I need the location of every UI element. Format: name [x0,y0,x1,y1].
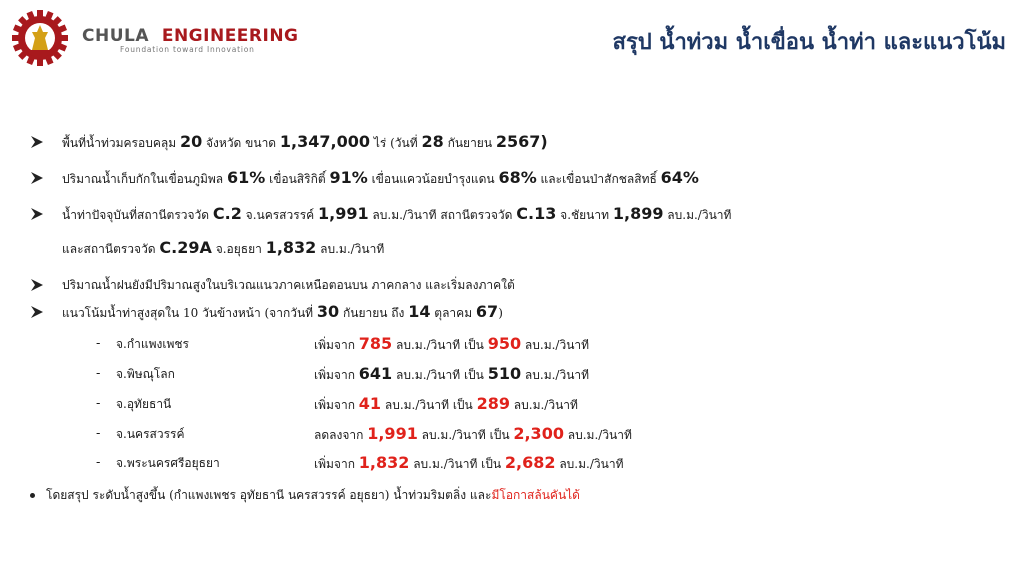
bullet-dam-storage [62,167,699,190]
value: 1,832 [265,238,317,257]
forecast-text: เพิ่มจาก [314,457,359,471]
text: และสถานีตรวจวัด [62,242,160,256]
forecast-text: ลบ.ม./วินาที เป็น [409,457,505,471]
value: 14 [408,302,431,321]
value: 61% [226,168,266,187]
forecast-dash: - [96,336,101,351]
forecast-value-to: 510 [487,364,522,383]
forecast-dash: - [96,366,101,381]
text: จังหวัด ขนาด [202,136,280,150]
forecast-text: ลบ.ม./วินาที เป็น [381,398,477,412]
bullet-runoff-stations-line2 [62,237,384,260]
text: ลบ.ม./วินาที [316,242,385,256]
text: ลบ.ม./วินาที สถานีตรวจวัด [368,208,517,222]
forecast-text: ลบ.ม./วินาที เป็น [392,338,488,352]
value: C.13 [516,204,557,223]
forecast-change [314,393,578,416]
forecast-province: จ.พิษณุโลก [116,367,175,381]
text: พื้นที่น้ำท่วมครอบคลุม [62,136,180,150]
forecast-change [314,363,589,386]
value: 1,347,000 [279,132,371,151]
summary-text: โดยสรุป ระดับน้ำสูงขึ้น (กำแพงเพชร อุทัยธานี นครสวรรค์ อยุธยา) น้ำท่วมริมตลิ่ง และ [46,488,492,502]
forecast-value-from: 641 [358,364,393,383]
forecast-text: ลบ.ม./วินาที [509,398,578,412]
forecast-text: ลบ.ม./วินาที เป็น [392,368,488,382]
forecast-text: เพิ่มจาก [314,368,359,382]
text: จ.นครสวรรค์ [241,208,318,222]
arrow-bullet-icon [30,305,44,319]
forecast-value-from: 41 [358,394,382,413]
bullet-runoff-stations [62,203,731,226]
forecast-value-from: 1,991 [367,424,418,443]
value: 68% [498,168,537,187]
forecast-value-from: 785 [358,334,393,353]
brand-tagline: Foundation toward Innovation [120,45,255,54]
value: 30 [316,302,340,321]
arrow-bullet-icon [30,135,44,149]
forecast-dash: - [96,455,101,470]
bullet-forecast-trend [62,301,503,324]
text: ลบ.ม./วินาที [663,208,732,222]
forecast-text: ลดลงจาก [314,428,368,442]
forecast-change [314,333,589,356]
text: ปริมาณน้ำเก็บกักในเขื่อนภูมิพล [62,172,227,186]
text: เขื่อนแควน้อยบำรุงแดน [367,172,499,186]
text: แนวโน้มน้ำท่าสูงสุดใน 10 วันข้างหน้า (จากวันที่ [62,306,317,320]
value: 1,991 [317,204,369,223]
value: 1,899 [612,204,664,223]
forecast-province: จ.กำแพงเพชร [116,337,189,351]
text: ) [498,306,503,320]
forecast-change [314,423,632,446]
text: จ.อยุธยา [211,242,266,256]
value: 67 [475,302,499,321]
text: กันยายน [443,136,496,150]
text: เขื่อนสิริกิติ์ [265,172,330,186]
value: 20 [179,132,203,151]
value: C.2 [212,204,242,223]
text: ) [540,132,548,151]
text: และเขื่อนป่าสักชลสิทธิ์ [536,172,661,186]
forecast-dash: - [96,396,101,411]
arrow-bullet-icon [30,278,44,292]
forecast-value-to: 2,682 [504,453,556,472]
forecast-value-to: 2,300 [513,424,564,443]
summary-line [46,484,580,506]
forecast-change [314,452,623,475]
forecast-text: ลบ.ม./วินาที [521,338,590,352]
forecast-dash: - [96,426,101,441]
forecast-province: จ.นครสวรรค์ [116,427,185,441]
value: 2567 [495,132,541,151]
forecast-text: เพิ่มจาก [314,398,359,412]
forecast-province: จ.พระนครศรีอยุธยา [116,456,220,470]
summary-highlight: มีโอกาสล้นคันได้ [491,488,580,502]
value: C.29A [159,238,212,257]
value: 91% [329,168,368,187]
brand-engineering: ENGINEERING [161,26,299,46]
forecast-value-to: 950 [487,334,522,353]
forecast-province: จ.อุทัยธานี [116,397,172,411]
forecast-text: ลบ.ม./วินาที [563,428,632,442]
value: 28 [421,132,444,151]
forecast-text: ลบ.ม./วินาที [555,457,624,471]
forecast-text: ลบ.ม./วินาที [521,368,590,382]
text: น้ำท่าปัจจุบันที่สถานีตรวจวัด [62,208,213,222]
brand-chula: CHULA [82,26,149,46]
text: ปริมาณน้ำฝนยังมีปริมาณสูงในบริเวณแนวภาคเหนือตอนบน ภาคกลาง และเริ่มลงภาคใต้ [62,278,515,292]
dot-bullet-icon [30,493,35,498]
arrow-bullet-icon [30,171,44,185]
text: ตุลาคม [430,306,476,320]
text: จ.ชัยนาท [556,208,613,222]
bullet-rainfall [62,274,515,296]
arrow-bullet-icon [30,207,44,221]
forecast-text: เพิ่มจาก [314,338,359,352]
bullet-flood-area [62,131,548,154]
text: กันยายน ถึง [339,306,409,320]
forecast-value-from: 1,832 [358,453,410,472]
forecast-value-to: 289 [476,394,510,413]
forecast-text: ลบ.ม./วินาที เป็น [417,428,514,442]
text: ไร่ (วันที่ [370,136,422,150]
page-title: สรุป น้ำท่วม น้ำเขื่อน น้ำท่า และแนวโน้ม [612,29,1006,55]
value: 64% [660,168,699,187]
